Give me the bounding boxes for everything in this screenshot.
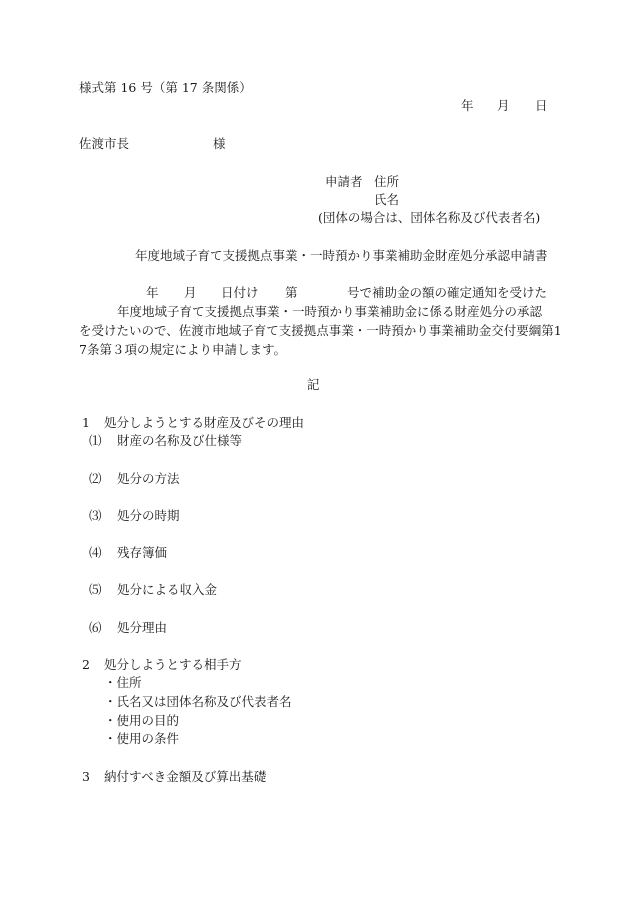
body-year-label: 年 bbox=[146, 285, 159, 300]
date-day-label: 日 bbox=[535, 98, 548, 113]
item-2-number: ⑵ bbox=[89, 471, 102, 486]
section-3-number: 3 bbox=[82, 769, 90, 784]
section-1-number: 1 bbox=[82, 415, 90, 430]
item-5-label: 処分による収入金 bbox=[117, 582, 218, 597]
item-4-label: 残存簿価 bbox=[117, 545, 168, 560]
item-6-number: ⑹ bbox=[89, 620, 102, 635]
item-4-number: ⑷ bbox=[89, 545, 102, 560]
item-5-number: ⑸ bbox=[89, 582, 102, 597]
body-line4: 7条第３項の規定により申請します。 bbox=[79, 342, 286, 357]
bullet-conditions: ・使用の条件 bbox=[104, 731, 180, 746]
form-number: 様式第 16 号（第 17 条関係） bbox=[79, 80, 252, 95]
ki-heading: 記 bbox=[307, 377, 320, 392]
section-1-title: 処分しようとする財産及びその理由 bbox=[104, 415, 305, 430]
applicant-address-label: 住所 bbox=[374, 174, 400, 189]
addressee-name: 佐渡市長 bbox=[79, 136, 130, 151]
section-2-number: 2 bbox=[82, 657, 90, 672]
section-3-title: 納付すべき金額及び算出基礎 bbox=[104, 769, 267, 784]
item-3-label: 処分の時期 bbox=[117, 508, 180, 523]
item-6-label: 処分理由 bbox=[117, 620, 168, 635]
body-dai-label: 第 bbox=[285, 285, 298, 300]
section-2-title: 処分しようとする相手方 bbox=[104, 657, 242, 672]
body-dated-label: 日付け bbox=[221, 285, 259, 300]
item-3-number: ⑶ bbox=[89, 508, 102, 523]
document-title: 年度地域子育て支援拠点事業・一時預かり事業補助金財産処分承認申請書 bbox=[135, 248, 548, 263]
bullet-name: ・氏名又は団体名称及び代表者名 bbox=[104, 694, 292, 709]
body-line3: を受けたいので、佐渡市地域子育て支援拠点事業・一時預かり事業補助金交付要綱第1 bbox=[79, 323, 562, 338]
item-1-label: 財産の名称及び仕様等 bbox=[117, 433, 243, 448]
item-1-number: ⑴ bbox=[89, 433, 102, 448]
addressee-honorific: 様 bbox=[213, 136, 226, 151]
applicant-name-label: 氏名 bbox=[374, 192, 400, 207]
bullet-purpose: ・使用の目的 bbox=[104, 713, 180, 728]
applicant-group-note: (団体の場合は、団体名称及び代表者名) bbox=[318, 210, 541, 225]
bullet-address: ・住所 bbox=[104, 675, 142, 690]
applicant-label: 申請者 bbox=[325, 174, 363, 189]
date-year-label: 年 bbox=[461, 98, 474, 113]
body-line2: 年度地域子育て支援拠点事業・一時預かり事業補助金に係る財産処分の承認 bbox=[117, 304, 543, 319]
item-2-label: 処分の方法 bbox=[117, 471, 180, 486]
body-month-label: 月 bbox=[184, 285, 197, 300]
body-line1-rest: 号で補助金の額の確定通知を受けた bbox=[347, 285, 548, 300]
date-month-label: 月 bbox=[497, 98, 510, 113]
